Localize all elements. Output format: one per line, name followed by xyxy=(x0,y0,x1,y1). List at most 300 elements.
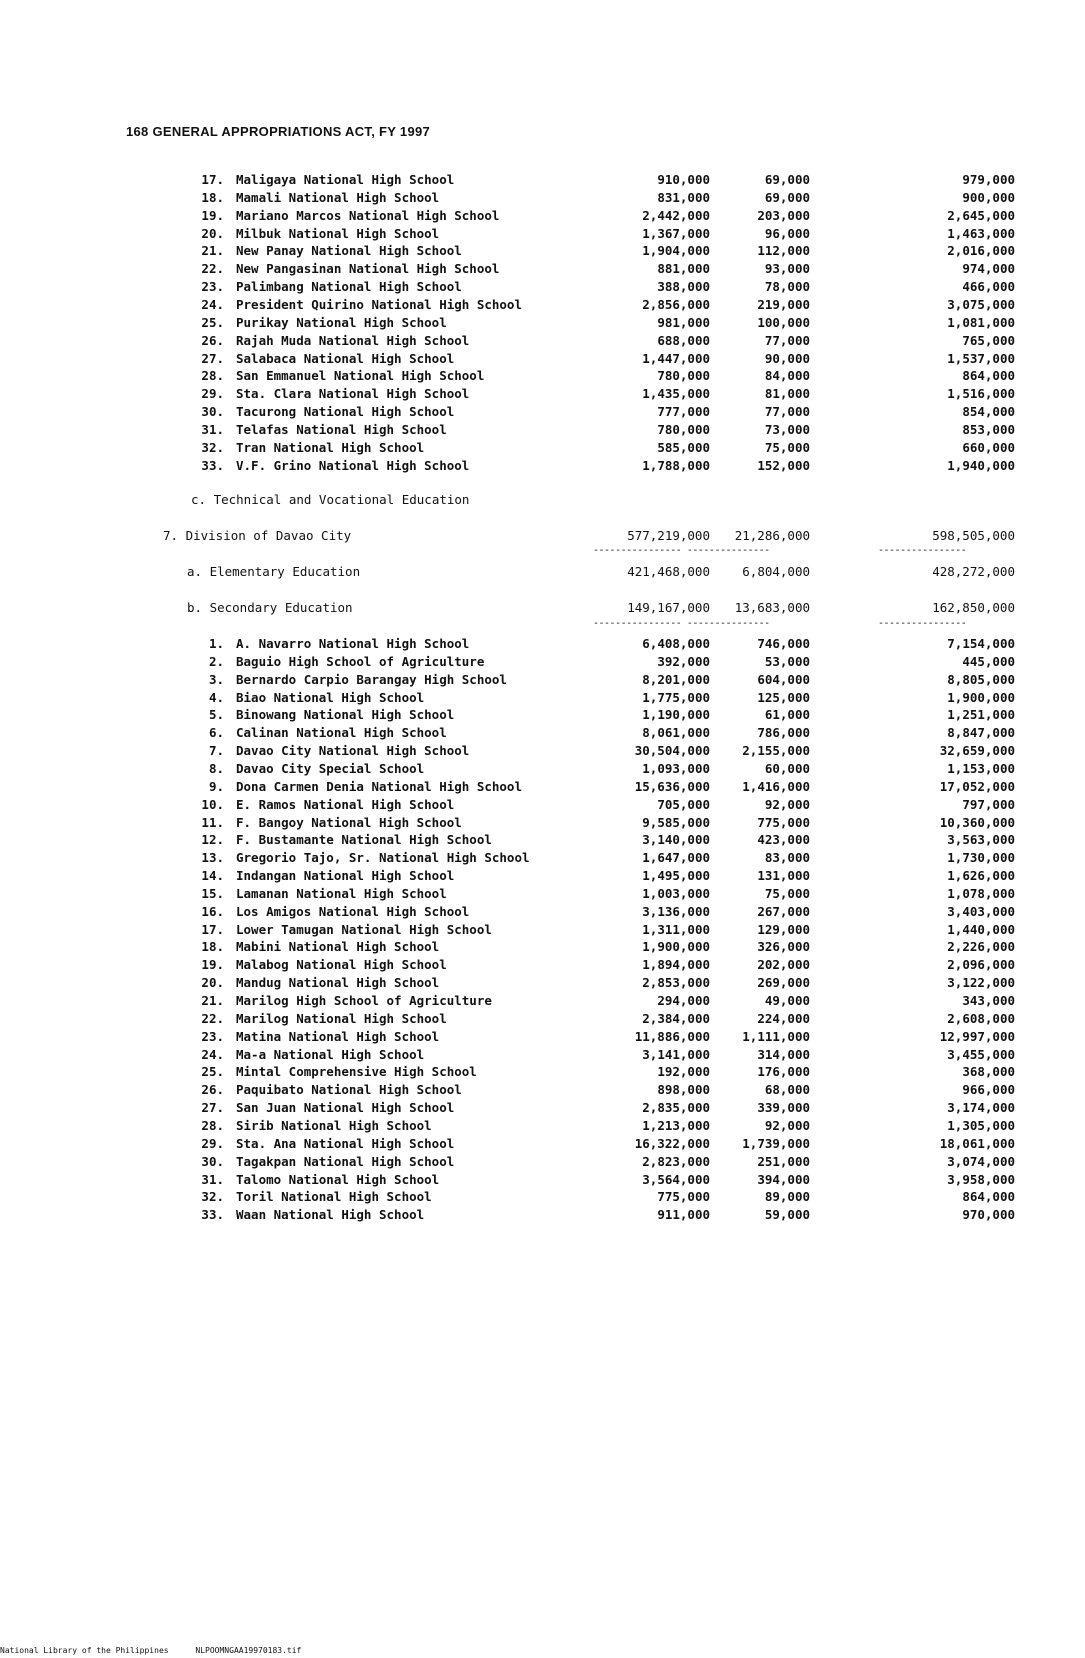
rule-divider: ---------------- --------------- xyxy=(593,618,770,629)
amount-1: 192,000 xyxy=(657,1064,710,1080)
row-number: 8. xyxy=(208,760,224,776)
row-number: 9. xyxy=(208,778,224,794)
amount-2: 92,000 xyxy=(764,1117,810,1133)
amount-2: 176,000 xyxy=(757,1064,810,1080)
amount-1: 2,384,000 xyxy=(642,1010,710,1026)
school-name: Maligaya National High School xyxy=(236,172,455,187)
row-number: 6. xyxy=(208,725,224,741)
amount-1: 775,000 xyxy=(657,1189,710,1205)
amount-total: 853,000 xyxy=(962,421,1015,437)
row-number: 3. xyxy=(208,671,224,687)
table-row xyxy=(0,724,1085,742)
amount-total: 466,000 xyxy=(962,279,1015,295)
row-number: 32. xyxy=(201,1189,224,1205)
table-row xyxy=(0,171,1085,189)
table-row xyxy=(0,671,1085,689)
table-row xyxy=(0,867,1085,885)
amount-2: 89,000 xyxy=(764,1189,810,1205)
row-number: 4. xyxy=(208,689,224,705)
amount-1: 1,311,000 xyxy=(642,921,710,937)
elementary-label: a. Elementary Education xyxy=(187,564,361,579)
secondary-total: 162,850,000 xyxy=(932,600,1015,615)
amount-total: 8,805,000 xyxy=(947,671,1015,687)
rule-divider: ---------------- --------------- xyxy=(593,545,770,556)
amount-2: 339,000 xyxy=(757,1100,810,1116)
school-name: Davao City Special School xyxy=(236,760,425,776)
amount-total: 900,000 xyxy=(962,189,1015,205)
school-name: E. Ramos National High School xyxy=(236,796,455,812)
row-number: 11. xyxy=(201,814,224,830)
library-credit: National Library of the Philippines xyxy=(0,1646,169,1655)
school-name: Mabini National High School xyxy=(236,939,440,955)
table-row xyxy=(0,439,1085,457)
amount-2: 78,000 xyxy=(764,279,810,295)
amount-2: 267,000 xyxy=(757,903,810,919)
school-name: Mintal Comprehensive High School xyxy=(236,1064,477,1080)
elementary-amount-2: 6,804,000 xyxy=(742,564,810,579)
amount-total: 2,645,000 xyxy=(947,207,1015,223)
amount-2: 394,000 xyxy=(757,1171,810,1187)
amount-2: 53,000 xyxy=(764,653,810,669)
table-row xyxy=(0,207,1085,225)
amount-1: 1,435,000 xyxy=(642,386,710,402)
amount-total: 797,000 xyxy=(962,796,1015,812)
table-row xyxy=(0,653,1085,671)
row-number: 17. xyxy=(201,172,224,187)
amount-total: 343,000 xyxy=(962,993,1015,1008)
amount-2: 112,000 xyxy=(757,243,810,259)
amount-2: 125,000 xyxy=(757,689,810,705)
school-name: Sta. Clara National High School xyxy=(236,386,470,402)
table-row xyxy=(0,1206,1085,1224)
amount-2: 83,000 xyxy=(764,850,810,866)
division-label: 7. Division of Davao City xyxy=(163,528,352,543)
amount-1: 1,003,000 xyxy=(642,885,710,901)
amount-2: 84,000 xyxy=(764,368,810,384)
table-row xyxy=(0,367,1085,385)
amount-total: 368,000 xyxy=(962,1064,1015,1080)
amount-1: 777,000 xyxy=(657,404,710,420)
amount-1: 780,000 xyxy=(657,421,710,437)
amount-total: 17,052,000 xyxy=(939,778,1015,794)
school-name: Sirib National High School xyxy=(236,1117,432,1133)
amount-1: 1,495,000 xyxy=(642,868,710,884)
amount-total: 1,516,000 xyxy=(947,386,1015,402)
amount-1: 981,000 xyxy=(657,314,710,330)
amount-total: 765,000 xyxy=(962,332,1015,348)
row-number: 1. xyxy=(208,636,224,651)
school-name: New Panay National High School xyxy=(236,243,462,259)
table-row xyxy=(0,403,1085,421)
amount-1: 294,000 xyxy=(657,993,710,1008)
school-name: Matina National High School xyxy=(236,1028,440,1044)
amount-total: 2,096,000 xyxy=(947,957,1015,973)
amount-2: 746,000 xyxy=(757,636,810,651)
row-number: 22. xyxy=(201,261,224,277)
amount-2: 59,000 xyxy=(764,1207,810,1223)
row-number: 20. xyxy=(201,975,224,991)
amount-2: 75,000 xyxy=(764,439,810,455)
amount-1: 2,442,000 xyxy=(642,207,710,223)
amount-1: 2,853,000 xyxy=(642,975,710,991)
amount-total: 864,000 xyxy=(962,368,1015,384)
elementary-education-row xyxy=(0,563,1085,581)
table-row xyxy=(0,742,1085,760)
amount-total: 1,900,000 xyxy=(947,689,1015,705)
amount-1: 2,823,000 xyxy=(642,1153,710,1169)
amount-total: 1,078,000 xyxy=(947,885,1015,901)
amount-2: 1,111,000 xyxy=(742,1028,810,1044)
table-row xyxy=(0,1099,1085,1117)
amount-total: 3,563,000 xyxy=(947,832,1015,848)
school-name: Mandug National High School xyxy=(236,975,440,991)
amount-total: 8,847,000 xyxy=(947,725,1015,741)
amount-total: 3,122,000 xyxy=(947,975,1015,991)
school-name: Sta. Ana National High School xyxy=(236,1135,455,1151)
amount-1: 1,894,000 xyxy=(642,957,710,973)
school-name: Salabaca National High School xyxy=(236,350,455,366)
row-number: 21. xyxy=(201,993,224,1008)
amount-2: 68,000 xyxy=(764,1082,810,1098)
amount-1: 1,367,000 xyxy=(642,225,710,241)
amount-1: 898,000 xyxy=(657,1082,710,1098)
table-row xyxy=(0,921,1085,939)
table-row xyxy=(0,885,1085,903)
table-row xyxy=(0,1010,1085,1028)
school-name: San Juan National High School xyxy=(236,1100,455,1116)
amount-total: 3,075,000 xyxy=(947,296,1015,312)
row-number: 31. xyxy=(201,421,224,437)
table-row xyxy=(0,296,1085,314)
row-number: 21. xyxy=(201,243,224,259)
amount-2: 131,000 xyxy=(757,868,810,884)
amount-1: 910,000 xyxy=(657,172,710,187)
school-name: Tran National High School xyxy=(236,439,425,455)
table-row xyxy=(0,1117,1085,1135)
amount-2: 1,416,000 xyxy=(742,778,810,794)
amount-total: 12,997,000 xyxy=(939,1028,1015,1044)
row-number: 27. xyxy=(201,350,224,366)
school-name: Binowang National High School xyxy=(236,707,455,723)
amount-total: 1,940,000 xyxy=(947,457,1015,473)
elementary-amount-1: 421,468,000 xyxy=(627,564,710,579)
table-row xyxy=(0,1135,1085,1153)
school-name: Gregorio Tajo, Sr. National High School xyxy=(236,850,530,866)
amount-2: 61,000 xyxy=(764,707,810,723)
amount-2: 203,000 xyxy=(757,207,810,223)
row-number: 17. xyxy=(201,921,224,937)
amount-2: 2,155,000 xyxy=(742,743,810,759)
amount-2: 92,000 xyxy=(764,796,810,812)
secondary-amount-1: 149,167,000 xyxy=(627,600,710,615)
school-name: Los Amigos National High School xyxy=(236,903,470,919)
amount-2: 93,000 xyxy=(764,261,810,277)
table-row xyxy=(0,938,1085,956)
row-number: 23. xyxy=(201,1028,224,1044)
table-row xyxy=(0,956,1085,974)
amount-2: 49,000 xyxy=(764,993,810,1008)
amount-total: 3,074,000 xyxy=(947,1153,1015,1169)
table-row xyxy=(0,242,1085,260)
amount-1: 1,447,000 xyxy=(642,350,710,366)
amount-1: 1,775,000 xyxy=(642,689,710,705)
table-row xyxy=(0,385,1085,403)
elementary-total: 428,272,000 xyxy=(932,564,1015,579)
row-number: 27. xyxy=(201,1100,224,1116)
table-row xyxy=(0,332,1085,350)
school-name: Malabog National High School xyxy=(236,957,447,973)
amount-1: 2,856,000 xyxy=(642,296,710,312)
school-name: Paquibato National High School xyxy=(236,1082,462,1098)
amount-total: 3,455,000 xyxy=(947,1046,1015,1062)
row-number: 28. xyxy=(201,368,224,384)
table-row xyxy=(0,635,1085,653)
row-number: 24. xyxy=(201,1046,224,1062)
amount-1: 705,000 xyxy=(657,796,710,812)
school-name: Tacurong National High School xyxy=(236,404,455,420)
amount-total: 3,174,000 xyxy=(947,1100,1015,1116)
row-number: 7. xyxy=(208,743,224,759)
school-name: Marilog High School of Agriculture xyxy=(236,993,492,1008)
school-name: San Emmanuel National High School xyxy=(236,368,485,384)
school-name: V.F. Grino National High School xyxy=(236,457,470,473)
amount-total: 970,000 xyxy=(962,1207,1015,1223)
school-name: President Quirino National High School xyxy=(236,296,522,312)
amount-total: 979,000 xyxy=(962,172,1015,187)
amount-1: 392,000 xyxy=(657,653,710,669)
amount-1: 9,585,000 xyxy=(642,814,710,830)
amount-total: 3,403,000 xyxy=(947,903,1015,919)
row-number: 14. xyxy=(201,868,224,884)
school-name: Talomo National High School xyxy=(236,1171,440,1187)
amount-total: 3,958,000 xyxy=(947,1171,1015,1187)
amount-1: 780,000 xyxy=(657,368,710,384)
amount-1: 3,141,000 xyxy=(642,1046,710,1062)
row-number: 33. xyxy=(201,457,224,473)
section-label: c. Technical and Vocational Education xyxy=(191,492,470,507)
school-name: Milbuk National High School xyxy=(236,225,440,241)
amount-1: 1,190,000 xyxy=(642,707,710,723)
row-number: 23. xyxy=(201,279,224,295)
row-number: 13. xyxy=(201,850,224,866)
table-row xyxy=(0,903,1085,921)
school-name: Lamanan National High School xyxy=(236,885,447,901)
row-number: 20. xyxy=(201,225,224,241)
school-name: Bernardo Carpio Barangay High School xyxy=(236,671,507,687)
amount-2: 314,000 xyxy=(757,1046,810,1062)
amount-total: 1,626,000 xyxy=(947,868,1015,884)
amount-total: 2,226,000 xyxy=(947,939,1015,955)
amount-1: 688,000 xyxy=(657,332,710,348)
amount-2: 129,000 xyxy=(757,921,810,937)
amount-1: 831,000 xyxy=(657,189,710,205)
division-total: 598,505,000 xyxy=(932,528,1015,543)
row-number: 26. xyxy=(201,332,224,348)
row-number: 33. xyxy=(201,1207,224,1223)
amount-2: 775,000 xyxy=(757,814,810,830)
section-technical-vocational xyxy=(0,491,1085,509)
row-number: 22. xyxy=(201,1010,224,1026)
page-title: 168 GENERAL APPROPRIATIONS ACT, FY 1997 xyxy=(126,124,431,139)
amount-total: 2,608,000 xyxy=(947,1010,1015,1026)
amount-total: 1,153,000 xyxy=(947,760,1015,776)
secondary-label: b. Secondary Education xyxy=(187,600,353,615)
amount-total: 966,000 xyxy=(962,1082,1015,1098)
secondary-amount-2: 13,683,000 xyxy=(734,600,810,615)
table-row xyxy=(0,778,1085,796)
row-number: 31. xyxy=(201,1171,224,1187)
school-name: Mariano Marcos National High School xyxy=(236,207,500,223)
school-name: Purikay National High School xyxy=(236,314,447,330)
school-name: Mamali National High School xyxy=(236,189,440,205)
school-name: Davao City National High School xyxy=(236,743,470,759)
row-number: 32. xyxy=(201,439,224,455)
amount-2: 77,000 xyxy=(764,332,810,348)
table-row xyxy=(0,260,1085,278)
row-number: 10. xyxy=(201,796,224,812)
amount-total: 18,061,000 xyxy=(939,1135,1015,1151)
table-row xyxy=(0,225,1085,243)
row-number: 29. xyxy=(201,386,224,402)
school-name: Waan National High School xyxy=(236,1207,425,1223)
file-name: NLPOOMNGAA19970183.tif xyxy=(195,1646,302,1655)
amount-2: 77,000 xyxy=(764,404,810,420)
amount-total: 974,000 xyxy=(962,261,1015,277)
row-number: 30. xyxy=(201,1153,224,1169)
school-name: Indangan National High School xyxy=(236,868,455,884)
division-amount-2: 21,286,000 xyxy=(734,528,810,543)
amount-2: 786,000 xyxy=(757,725,810,741)
amount-1: 1,213,000 xyxy=(642,1117,710,1133)
school-name: Calinan National High School xyxy=(236,725,447,741)
amount-1: 8,201,000 xyxy=(642,671,710,687)
division-amount-1: 577,219,000 xyxy=(627,528,710,543)
row-number: 26. xyxy=(201,1082,224,1098)
row-number: 18. xyxy=(201,189,224,205)
amount-1: 1,647,000 xyxy=(642,850,710,866)
table-row xyxy=(0,849,1085,867)
school-name: Dona Carmen Denia National High School xyxy=(236,778,522,794)
amount-1: 3,136,000 xyxy=(642,903,710,919)
amount-1: 8,061,000 xyxy=(642,725,710,741)
amount-1: 1,900,000 xyxy=(642,939,710,955)
amount-total: 2,016,000 xyxy=(947,243,1015,259)
amount-1: 585,000 xyxy=(657,439,710,455)
row-number: 16. xyxy=(201,903,224,919)
amount-total: 1,081,000 xyxy=(947,314,1015,330)
amount-1: 11,886,000 xyxy=(634,1028,710,1044)
table-row xyxy=(0,992,1085,1010)
table-row xyxy=(0,421,1085,439)
table-row xyxy=(0,814,1085,832)
row-number: 28. xyxy=(201,1117,224,1133)
amount-1: 388,000 xyxy=(657,279,710,295)
table-row xyxy=(0,189,1085,207)
amount-2: 90,000 xyxy=(764,350,810,366)
amount-1: 15,636,000 xyxy=(634,778,710,794)
amount-1: 3,564,000 xyxy=(642,1171,710,1187)
amount-2: 202,000 xyxy=(757,957,810,973)
amount-1: 881,000 xyxy=(657,261,710,277)
amount-2: 326,000 xyxy=(757,939,810,955)
row-number: 29. xyxy=(201,1135,224,1151)
row-number: 19. xyxy=(201,207,224,223)
table-row xyxy=(0,974,1085,992)
table-row xyxy=(0,350,1085,368)
amount-2: 73,000 xyxy=(764,421,810,437)
amount-2: 269,000 xyxy=(757,975,810,991)
row-number: 19. xyxy=(201,957,224,973)
amount-2: 423,000 xyxy=(757,832,810,848)
school-name: F. Bustamante National High School xyxy=(236,832,492,848)
school-name: F. Bangoy National High School xyxy=(236,814,462,830)
amount-total: 7,154,000 xyxy=(947,636,1015,651)
amount-1: 1,788,000 xyxy=(642,457,710,473)
amount-1: 2,835,000 xyxy=(642,1100,710,1116)
amount-2: 152,000 xyxy=(757,457,810,473)
amount-2: 81,000 xyxy=(764,386,810,402)
amount-1: 3,140,000 xyxy=(642,832,710,848)
table-row xyxy=(0,1081,1085,1099)
amount-total: 445,000 xyxy=(962,653,1015,669)
school-name: A. Navarro National High School xyxy=(236,636,470,651)
amount-2: 604,000 xyxy=(757,671,810,687)
table-row xyxy=(0,1153,1085,1171)
amount-2: 60,000 xyxy=(764,760,810,776)
table-row xyxy=(0,1171,1085,1189)
table-row xyxy=(0,1188,1085,1206)
school-name: Rajah Muda National High School xyxy=(236,332,470,348)
amount-1: 30,504,000 xyxy=(634,743,710,759)
amount-2: 219,000 xyxy=(757,296,810,312)
rule-divider: ---------------- xyxy=(878,545,967,556)
rule-divider: ---------------- xyxy=(878,618,967,629)
table-row xyxy=(0,706,1085,724)
table-row xyxy=(0,278,1085,296)
amount-2: 75,000 xyxy=(764,885,810,901)
row-number: 24. xyxy=(201,296,224,312)
row-number: 25. xyxy=(201,314,224,330)
row-number: 25. xyxy=(201,1064,224,1080)
table-row xyxy=(0,457,1085,475)
row-number: 2. xyxy=(208,653,224,669)
amount-total: 1,730,000 xyxy=(947,850,1015,866)
table-row xyxy=(0,796,1085,814)
row-number: 30. xyxy=(201,404,224,420)
amount-total: 32,659,000 xyxy=(939,743,1015,759)
row-number: 15. xyxy=(201,885,224,901)
table-row xyxy=(0,760,1085,778)
amount-1: 911,000 xyxy=(657,1207,710,1223)
table-row xyxy=(0,1063,1085,1081)
amount-2: 224,000 xyxy=(757,1010,810,1026)
school-name: New Pangasinan National High School xyxy=(236,261,500,277)
amount-1: 6,408,000 xyxy=(642,636,710,651)
row-number: 18. xyxy=(201,939,224,955)
table-row xyxy=(0,314,1085,332)
amount-total: 1,537,000 xyxy=(947,350,1015,366)
amount-total: 854,000 xyxy=(962,404,1015,420)
school-name: Toril National High School xyxy=(236,1189,432,1205)
amount-2: 96,000 xyxy=(764,225,810,241)
amount-total: 864,000 xyxy=(962,1189,1015,1205)
amount-total: 10,360,000 xyxy=(939,814,1015,830)
amount-2: 100,000 xyxy=(757,314,810,330)
school-name: Tagakpan National High School xyxy=(236,1153,455,1169)
school-name: Marilog National High School xyxy=(236,1010,447,1026)
amount-2: 69,000 xyxy=(764,189,810,205)
school-name: Ma-a National High School xyxy=(236,1046,425,1062)
